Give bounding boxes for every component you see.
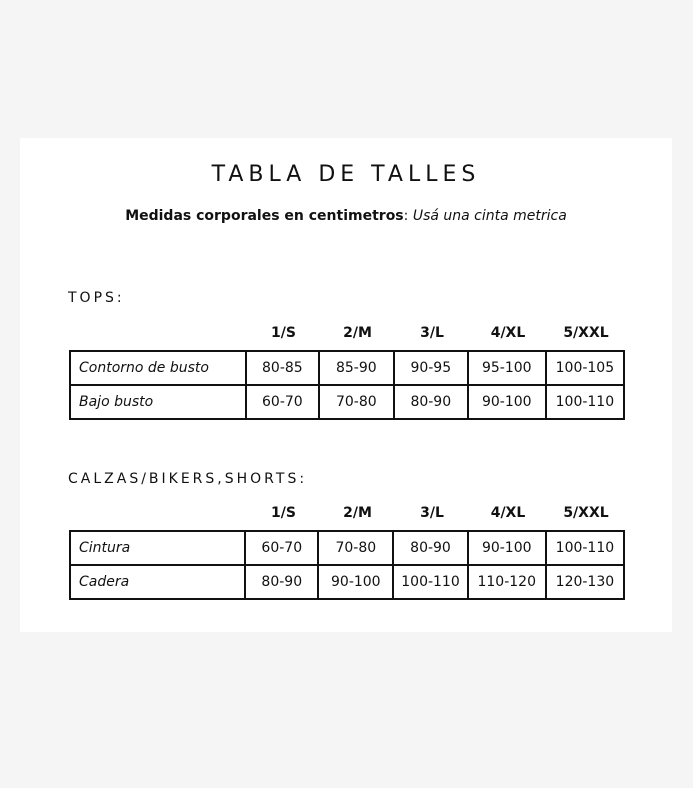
column-header: 3/L <box>420 505 444 521</box>
table-cell: 95-100 <box>468 351 546 385</box>
table-cell: 90-95 <box>394 351 468 385</box>
subtitle-bold: Medidas corporales en centimetros <box>125 208 404 224</box>
table-cell: 80-90 <box>394 385 468 419</box>
table-cell: 90-100 <box>318 565 393 599</box>
table-cell: 100-110 <box>546 385 624 419</box>
column-header: 5/XXL <box>563 505 609 521</box>
column-header: 1/S <box>271 325 296 341</box>
table-cell: 120-130 <box>546 565 624 599</box>
section-label-calzas: CALZAS/BIKERS,SHORTS: <box>68 471 308 487</box>
table-cell: 60-70 <box>246 385 319 419</box>
table-row <box>70 565 624 599</box>
subtitle-italic: Usá una cinta metrica <box>408 208 567 224</box>
column-header: 4/XL <box>490 505 526 521</box>
table-cell: 80-85 <box>246 351 319 385</box>
column-header: 4/XL <box>490 325 526 341</box>
page-subtitle <box>20 208 672 224</box>
table-cell: 100-110 <box>393 565 467 599</box>
column-header: 5/XXL <box>563 325 609 341</box>
table-row <box>70 531 624 565</box>
table-row <box>70 385 624 419</box>
row-label: Cadera <box>70 565 245 599</box>
row-label: Cintura <box>70 531 245 565</box>
table-cell: 85-90 <box>319 351 394 385</box>
calzas-size-table <box>69 530 625 600</box>
table-cell: 80-90 <box>393 531 467 565</box>
table-cell: 100-105 <box>546 351 624 385</box>
table-cell: 60-70 <box>245 531 318 565</box>
table-cell: 70-80 <box>318 531 393 565</box>
size-chart-card <box>20 138 672 632</box>
tops-size-table <box>69 350 625 420</box>
column-header: 2/M <box>343 325 372 341</box>
column-header: 2/M <box>343 505 372 521</box>
table-cell: 90-100 <box>468 531 546 565</box>
calzas-column-headers <box>69 501 625 525</box>
table-cell: 80-90 <box>245 565 318 599</box>
row-label: Bajo busto <box>70 385 246 419</box>
row-label: Contorno de busto <box>70 351 246 385</box>
table-cell: 100-110 <box>546 531 624 565</box>
column-header: 3/L <box>420 325 444 341</box>
table-cell: 110-120 <box>468 565 546 599</box>
table-cell: 90-100 <box>468 385 546 419</box>
section-label-tops: TOPS: <box>68 290 125 306</box>
subtitle-separator: : <box>403 208 409 224</box>
column-header: 1/S <box>271 505 296 521</box>
table-cell: 70-80 <box>319 385 394 419</box>
tops-column-headers <box>69 321 625 345</box>
table-row <box>70 351 624 385</box>
page-title: TABLA DE TALLES <box>211 162 481 187</box>
